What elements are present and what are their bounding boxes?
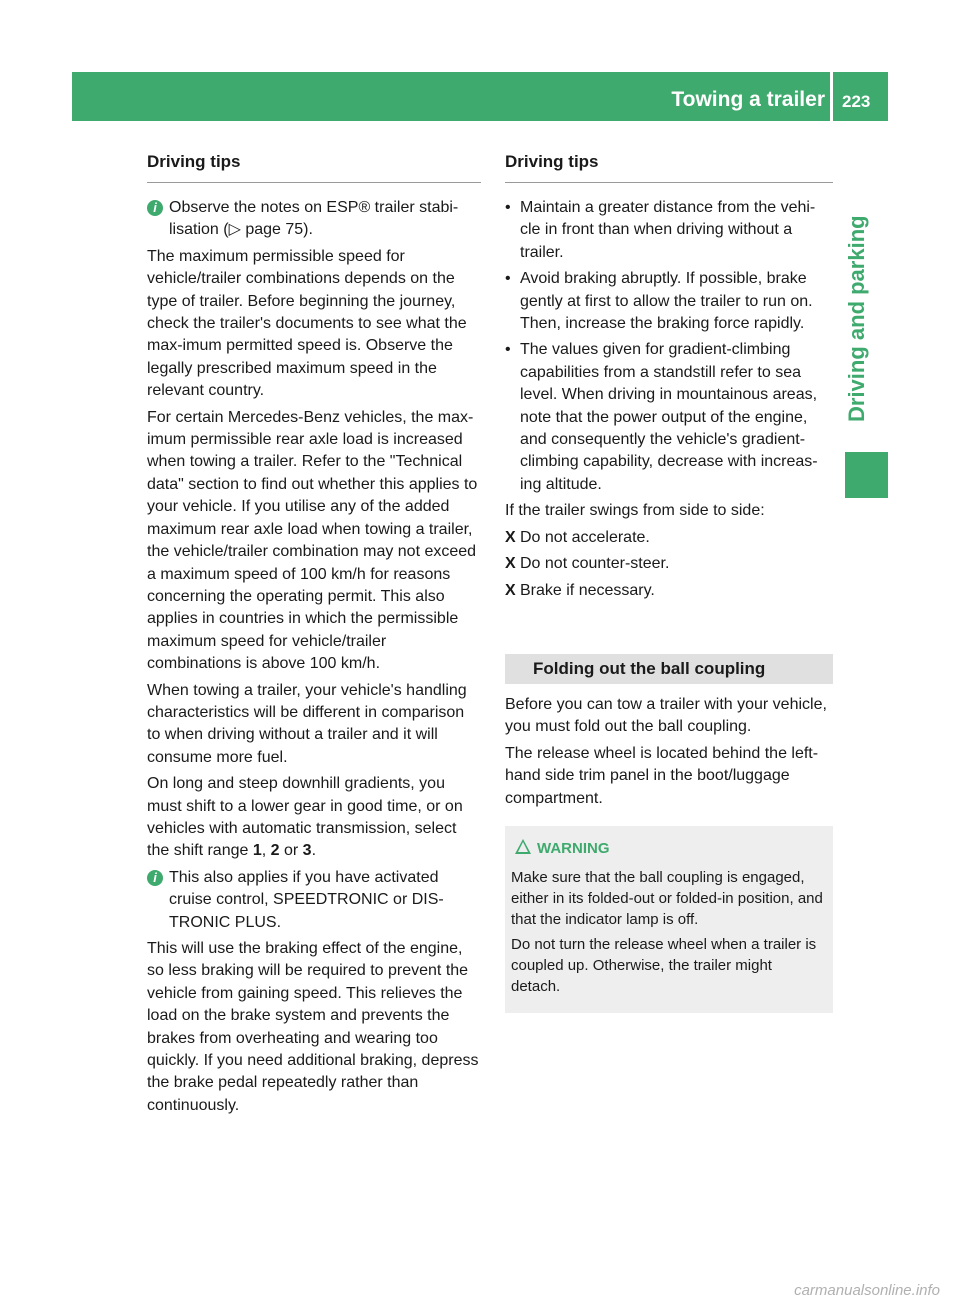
action-arrow-icon: X <box>505 528 516 546</box>
warning-label: WARNING <box>537 839 610 857</box>
paragraph: For certain Mercedes-Benz vehicles, the max-imum permissible rear axle load is increased when towing a trailer. Refer to the "Technical data" section to find out whether this applies to your vehicle. If you utilise any of the added maximum rear axle load when towing a trailer, the vehicle/trailer combination may not exceed a maximum speed of 100 km/h for reasons concerning the operating permit. This also applies in countries in which the permissible maximum speed for vehicle/trailer combinations is above 100 km/h. <box>147 408 478 673</box>
list-item-text: The values given for gradient-climbing capabilities from a standstill refer to sea level. When driving in mountainous areas, note that the power output of the engine, and consequently the vehicle's gradient-climbing capability, decrease with increas-ing altitude. <box>520 341 818 493</box>
period: . <box>311 842 317 860</box>
paragraph: When towing a trailer, your vehicle's handling characteristics will be different in comparison to when driving without a trailer and it will consume more fuel. <box>147 681 467 766</box>
header-divider <box>830 72 833 121</box>
warning-box <box>505 826 833 1013</box>
list-item <box>505 268 833 335</box>
warning-text: Make sure that the ball coupling is engaged, either in its folded-out or folded-in position, and that the indicator lamp is off. <box>511 868 823 928</box>
action-step <box>505 580 833 602</box>
action-step <box>505 553 833 575</box>
paragraph-text: On long and steep downhill gradients, you must shift to a lower gear in good time, or on vehicles with automatic transmission, select the shift range <box>147 775 463 860</box>
paragraph: The release wheel is located behind the left-hand side trim panel in the boot/luggage compartment. <box>505 744 819 807</box>
warning-text: Do not turn the release wheel when a trailer is coupled up. Otherwise, the trailer might detach. <box>511 935 817 995</box>
info-note-esp <box>147 197 481 242</box>
shift-range-3: 3 <box>302 842 312 860</box>
action-arrow-icon: X <box>505 581 516 599</box>
warning-triangle-icon <box>515 839 531 854</box>
list-item <box>505 197 833 264</box>
right-column <box>505 150 833 1013</box>
action-step-text: Brake if necessary. <box>520 581 655 599</box>
left-section-title: Driving tips <box>147 150 481 183</box>
paragraph: If the trailer swings from side to side: <box>505 502 765 520</box>
header-title: Towing a trailer <box>671 88 825 111</box>
action-step-text: Do not accelerate. <box>520 528 650 546</box>
info-icon: i <box>147 870 163 886</box>
section-heading-ball-coupling: Folding out the ball coupling <box>505 654 833 684</box>
info-icon: i <box>147 200 163 216</box>
info-note-text: Observe the notes on ESP® trailer stabi-lisation (▷ page 75). <box>169 199 459 239</box>
left-column <box>147 150 481 1121</box>
separator: or <box>279 842 303 860</box>
paragraph: Before you can tow a trailer with your vehicle, you must fold out the ball coupling. <box>505 695 827 736</box>
side-label-text: Driving and parking <box>844 215 869 422</box>
list-item-text: Maintain a greater distance from the vehi-cle in front than when driving without a trailer. <box>520 199 816 261</box>
right-section-title: Driving tips <box>505 150 833 183</box>
shift-range-2: 2 <box>270 842 280 860</box>
page-number: 223 <box>842 92 871 111</box>
bullet-mark: • <box>505 270 511 288</box>
paragraph: This will use the braking effect of the engine, so less braking will be required to prevent the vehicle from gaining speed. This relieves the load on the brake system and prevents the brakes from overheating and wearing too quickly. If you need additional braking, depress the brake pedal repeatedly rather than continuously. <box>147 940 479 1114</box>
separator: , <box>261 842 271 860</box>
info-note-text: This also applies if you have activated cruise control, SPEEDTRONIC or DIS-TRONIC PLUS. <box>169 868 444 931</box>
watermark-text: carmanualsonline.info <box>794 1282 940 1299</box>
action-step-text: Do not counter-steer. <box>520 555 670 573</box>
bullet-mark: • <box>505 199 511 216</box>
action-step <box>505 527 833 549</box>
list-item <box>505 339 833 496</box>
warning-heading <box>511 838 823 859</box>
bullet-mark: • <box>505 341 511 359</box>
info-note-cruise <box>147 867 481 934</box>
list-item-text: Avoid braking abruptly. If possible, brake gently at first to allow the trailer to run on. Then, increase the braking force rapidly. <box>520 270 813 333</box>
side-tab-marker <box>845 452 888 498</box>
paragraph-shift-range <box>147 773 481 863</box>
action-arrow-icon: X <box>505 555 516 573</box>
shift-range-1: 1 <box>252 842 262 860</box>
paragraph: The maximum permissible speed for vehicle/trailer combinations depends on the type of trailer. Before beginning the journey, check the trailer's documents to see what the max-imum permitted speed is. Observe the legally prescribed maximum speed in the relevant country. <box>147 247 467 400</box>
